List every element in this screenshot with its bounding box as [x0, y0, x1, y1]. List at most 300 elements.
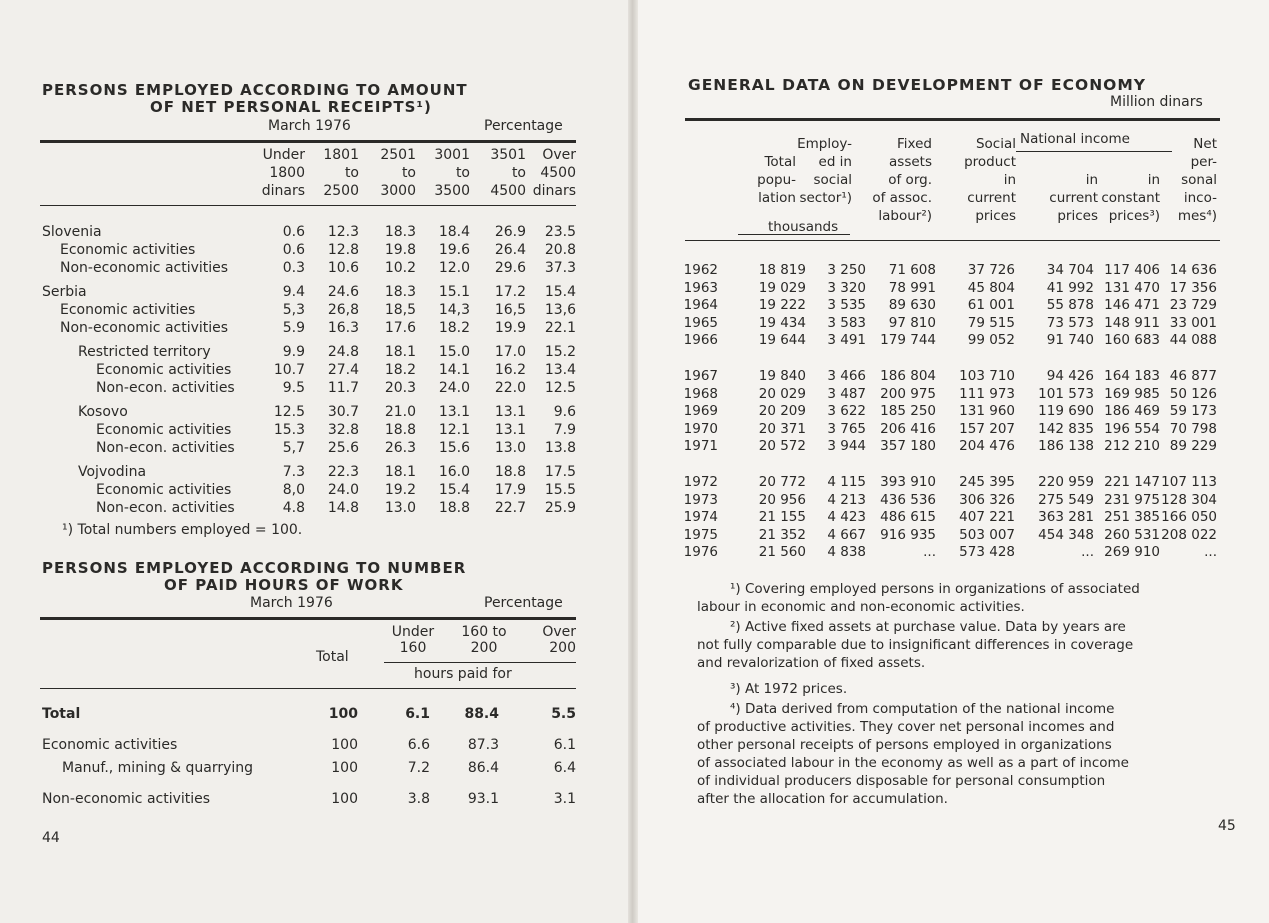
- table1-header-col5-line0: Over: [542, 147, 576, 163]
- data-cell: 221 147: [1104, 474, 1160, 490]
- right-header-net-personal-line2: sonal: [1181, 172, 1217, 188]
- year-label: 1971: [683, 438, 718, 455]
- table2-cell: 6.1: [553, 737, 576, 753]
- footnote-line: of associated labour in the economy as well as a part of income: [697, 755, 1129, 771]
- table1-top-rule: [40, 140, 576, 143]
- right-header-total-population-line1: popu-: [757, 172, 796, 188]
- table1-cell: 7.9: [553, 422, 576, 438]
- table1-cell: 12.8: [327, 242, 359, 258]
- footnote-line: labour in economic and non-economic activities.: [697, 599, 1025, 615]
- table1-cell: 15.4: [544, 284, 576, 300]
- data-cell: 148 911: [1104, 314, 1160, 331]
- data-cell: 231 975: [1104, 491, 1160, 508]
- table1-header-col0-line2: dinars: [261, 183, 305, 199]
- data-cell: 146 471: [1104, 297, 1160, 314]
- data-cell: 573 428: [959, 544, 1015, 561]
- table1-cell: 24.6: [327, 284, 359, 300]
- right-header-social-product-line2: in: [1003, 172, 1016, 188]
- table1-cell: 21.0: [384, 404, 416, 420]
- table1-cell: 17.2: [494, 284, 526, 300]
- table2-col-over: [530, 624, 576, 656]
- table1-unit: Percentage: [484, 118, 563, 134]
- right-header-social-product-line4: prices: [975, 208, 1016, 224]
- data-cell: 208 022: [1161, 526, 1217, 543]
- table2-cell: 3.1: [553, 791, 576, 807]
- table1-cell: 18.8: [438, 500, 470, 516]
- table2-cell: 100: [328, 706, 358, 722]
- data-cell: 44 088: [1169, 332, 1217, 349]
- table1-cell: 4.8: [282, 500, 305, 516]
- right-top-rule: [685, 118, 1220, 121]
- data-cell: 45 804: [967, 279, 1015, 296]
- data-cell: 306 326: [959, 491, 1015, 508]
- data-cell: 916 935: [880, 526, 936, 543]
- table1-cell: 18.1: [384, 344, 416, 360]
- table1-cell: 13.8: [544, 440, 576, 456]
- table2-cell: 87.3: [467, 737, 499, 753]
- table1-row-label: Serbia: [42, 284, 87, 300]
- data-cell: 204 476: [959, 438, 1015, 455]
- table1-cell: 0.3: [282, 260, 305, 276]
- left-page: [0, 0, 632, 923]
- data-cell: 50 126: [1169, 385, 1217, 402]
- footnote-line: after the allocation for accumulation.: [697, 791, 948, 807]
- right-header-ni-current-line2: prices: [1057, 208, 1098, 224]
- table1-header-col2-line2: 3000: [380, 183, 416, 199]
- table1-cell: 27.4: [327, 362, 359, 378]
- right-header-social-product-line1: product: [964, 154, 1016, 170]
- table1-row-label: Non-economic activities: [60, 320, 229, 336]
- data-cell: 157 207: [959, 420, 1015, 437]
- table1-row-label: Restricted territory: [78, 344, 211, 360]
- table1-cell: 18.4: [438, 224, 470, 240]
- table1-header-col3-line2: 3500: [434, 183, 470, 199]
- table1-cell: 14,3: [438, 302, 470, 318]
- data-cell: 4 115: [827, 474, 866, 490]
- data-cell: 3 466: [827, 368, 866, 384]
- right-header-ni-current-line1: current: [1049, 190, 1098, 206]
- table1-cell: 15.4: [438, 482, 470, 498]
- right-page-number: 45: [1218, 818, 1236, 834]
- table1-header-col3-line0: 3001: [434, 147, 470, 163]
- table2-cell: 100: [331, 737, 358, 753]
- table1-cell: 12.0: [438, 260, 470, 276]
- right-header-ni-constant-line0: in: [1147, 172, 1160, 188]
- year-label: 1965: [683, 314, 718, 331]
- table1-cell: 13.1: [494, 404, 526, 420]
- data-cell: 21 155: [758, 509, 806, 526]
- data-cell: 454 348: [1038, 526, 1094, 543]
- table1-header-col1-line1: to: [344, 165, 359, 181]
- table1-cell: 26.4: [494, 242, 526, 258]
- table1-cell: 18,5: [384, 302, 416, 318]
- data-cell: 14 636: [1169, 262, 1217, 278]
- table1-cell: 16.3: [327, 320, 359, 336]
- table2-header-rule: [40, 688, 576, 689]
- data-cell: 251 385: [1104, 509, 1160, 526]
- table1-cell: 16,5: [494, 302, 526, 318]
- data-cell: 212 210: [1104, 438, 1160, 455]
- table2-col-160: [444, 624, 524, 656]
- book-gutter: [628, 0, 638, 923]
- data-cell: 41 992: [1046, 279, 1094, 296]
- data-cell: 73 573: [1046, 314, 1094, 331]
- table2-row-label: Manuf., mining & quarrying: [62, 760, 254, 776]
- right-header-ni-constant-line1: constant: [1101, 190, 1160, 206]
- data-cell: 119 690: [1038, 403, 1094, 420]
- table1-header-col4-line1: to: [511, 165, 526, 181]
- footnote-line: ⁴) Data derived from computation of the national income: [730, 701, 1115, 717]
- data-cell: 186 804: [880, 368, 936, 384]
- right-header-fixed-assets-line1: assets: [889, 154, 932, 170]
- data-cell: 4 667: [827, 526, 866, 543]
- table1-cell: 19.9: [494, 320, 526, 336]
- right-header-rule: [685, 240, 1220, 241]
- data-cell: 131 470: [1104, 279, 1160, 296]
- data-cell: 19 840: [758, 368, 806, 384]
- table1-cell: 10.7: [273, 362, 305, 378]
- right-header-social-product-line0: Social: [975, 136, 1016, 152]
- right-header-employed-line0: Employ-: [797, 136, 852, 152]
- data-cell: 89 229: [1169, 438, 1217, 455]
- table1-cell: 18.8: [384, 422, 416, 438]
- data-cell: 436 536: [880, 491, 936, 508]
- year-label: 1964: [683, 297, 718, 314]
- data-cell: 79 515: [967, 314, 1015, 331]
- table1-date: March 1976: [268, 118, 351, 134]
- year-label: 1975: [683, 526, 718, 543]
- data-cell: 245 395: [959, 474, 1015, 490]
- table1-cell: 9.9: [282, 344, 305, 360]
- right-header-fixed-assets-line2: of org.: [888, 172, 932, 188]
- table1-cell: 26,8: [327, 302, 359, 318]
- table1-cell: 18.8: [494, 464, 526, 480]
- table1-cell: 13.1: [494, 422, 526, 438]
- table2-cell: 6.6: [407, 737, 430, 753]
- data-cell: 160 683: [1104, 332, 1160, 349]
- data-cell: 407 221: [959, 509, 1015, 526]
- table2-hours-rule: [384, 662, 576, 663]
- table2-cell: 6.4: [553, 760, 576, 776]
- table1-header-col3-line1: to: [455, 165, 470, 181]
- footnote-line: ³) At 1972 prices.: [730, 681, 848, 697]
- data-cell: 20 956: [758, 491, 806, 508]
- data-cell: 91 740: [1046, 332, 1094, 349]
- data-cell: 179 744: [880, 332, 936, 349]
- table2-cell: 5.5: [551, 706, 576, 722]
- table1-row-label: Non-econ. activities: [96, 500, 235, 516]
- table1-cell: 20.3: [384, 380, 416, 396]
- table1-cell: 18.2: [384, 362, 416, 378]
- data-cell: 164 183: [1104, 368, 1160, 384]
- data-cell: 363 281: [1038, 509, 1094, 526]
- table1-cell: 12.3: [327, 224, 359, 240]
- table1-cell: 24.8: [327, 344, 359, 360]
- table1-cell: 22.3: [327, 464, 359, 480]
- table1-title-line1: PERSONS EMPLOYED ACCORDING TO AMOUNT: [42, 81, 468, 99]
- table1-cell: 17.6: [384, 320, 416, 336]
- table1-header-rule: [40, 205, 576, 206]
- table1-row-label: Slovenia: [42, 224, 102, 240]
- footnote-line: of productive activities. They cover net personal incomes and: [697, 719, 1115, 735]
- data-cell: 71 608: [888, 262, 936, 278]
- table2-col-over-l1: Over: [542, 624, 576, 640]
- table1-header-col2-line1: to: [401, 165, 416, 181]
- table1-cell: 17.9: [494, 482, 526, 498]
- data-cell: 131 960: [959, 403, 1015, 420]
- table2-row-label: Total: [42, 706, 81, 722]
- data-cell: 99 052: [967, 332, 1015, 349]
- data-cell: 34 704: [1046, 262, 1094, 278]
- table1-cell: 22.7: [494, 500, 526, 516]
- table2-col-160-l1: 160 to: [461, 624, 507, 640]
- data-cell: 59 173: [1169, 403, 1217, 420]
- year-label: 1974: [683, 509, 718, 526]
- table2-row-label: Economic activities: [42, 737, 178, 753]
- table1-row-label: Non-econ. activities: [96, 440, 235, 456]
- table1-cell: 9.6: [553, 404, 576, 420]
- right-title: GENERAL DATA ON DEVELOPMENT OF ECONOMY: [688, 76, 1146, 94]
- table2-title-line2: OF PAID HOURS OF WORK: [164, 576, 404, 594]
- data-cell: 3 320: [827, 279, 866, 296]
- year-label: 1969: [683, 403, 718, 420]
- table1-cell: 29.6: [494, 260, 526, 276]
- table2-hours-label: hours paid for: [414, 666, 512, 682]
- data-cell: 4 213: [827, 491, 866, 508]
- table1-header-col0-line1: 1800: [269, 165, 305, 181]
- data-cell: 19 434: [758, 314, 806, 331]
- table1-cell: 19.6: [438, 242, 470, 258]
- data-cell: 61 001: [967, 297, 1015, 314]
- table2-unit: Percentage: [484, 595, 563, 611]
- year-label: 1963: [683, 279, 718, 296]
- table2-col-over-l2: 200: [549, 640, 576, 656]
- table1-cell: 12.5: [544, 380, 576, 396]
- table1-cell: 13.0: [494, 440, 526, 456]
- right-header-employed-line3: sector¹): [799, 190, 852, 206]
- data-cell: 33 001: [1169, 314, 1217, 331]
- table1-cell: 15.3: [273, 422, 305, 438]
- table1-cell: 12.5: [273, 404, 305, 420]
- data-cell: 503 007: [959, 526, 1015, 543]
- data-cell: 20 772: [758, 474, 806, 490]
- data-cell: 3 487: [827, 385, 866, 402]
- thousands-label: thousands: [768, 219, 839, 235]
- table1-cell: 17.5: [544, 464, 576, 480]
- table1-cell: 0.6: [282, 224, 305, 240]
- year-label: 1973: [683, 491, 718, 508]
- data-cell: 20 572: [758, 438, 806, 455]
- table1-header-col2-line0: 2501: [380, 147, 416, 163]
- table1-row-label: Economic activities: [96, 482, 232, 498]
- right-header-total-population-line2: lation: [758, 190, 796, 206]
- table1-cell: 16.0: [438, 464, 470, 480]
- table1-cell: 20.8: [544, 242, 576, 258]
- table2-col-160-l2: 200: [470, 640, 498, 656]
- table1-row-label: Economic activities: [60, 302, 196, 318]
- table2-col-under-l1: Under: [391, 624, 435, 640]
- national-income-rule: [1016, 151, 1172, 152]
- right-header-net-personal-line3: inco-: [1183, 190, 1217, 206]
- data-cell: 94 426: [1046, 368, 1094, 384]
- data-cell: 20 209: [758, 403, 806, 420]
- data-cell: 169 985: [1104, 385, 1160, 402]
- data-cell: 220 959: [1038, 474, 1094, 490]
- table1-cell: 19.8: [384, 242, 416, 258]
- table1-cell: 17.0: [494, 344, 526, 360]
- data-cell: 186 138: [1038, 438, 1094, 455]
- data-cell: 185 250: [880, 403, 936, 420]
- data-cell: 128 304: [1161, 491, 1217, 508]
- data-cell: 70 798: [1169, 420, 1217, 437]
- table2-cell: 88.4: [464, 706, 499, 722]
- table1-header-col5-line2: dinars: [532, 183, 576, 199]
- table1-row-label: Vojvodina: [78, 464, 147, 480]
- table1-header-col5-line1: 4500: [540, 165, 576, 181]
- table1-cell: 15.2: [544, 344, 576, 360]
- table1-row-label: Kosovo: [78, 404, 128, 420]
- data-cell: 196 554: [1104, 420, 1160, 437]
- data-cell: 3 250: [827, 262, 866, 278]
- footnote-line: ¹) Covering employed persons in organizations of associated: [730, 581, 1140, 597]
- data-cell: 111 973: [959, 385, 1015, 402]
- table1-cell: 16.2: [494, 362, 526, 378]
- table1-cell: 10.2: [384, 260, 416, 276]
- data-cell: 89 630: [888, 297, 936, 314]
- right-header-employed-line1: ed in: [818, 154, 852, 170]
- data-cell: 97 810: [888, 314, 936, 331]
- table1-cell: 14.8: [327, 500, 359, 516]
- data-cell: 37 726: [967, 262, 1015, 278]
- right-unit: Million dinars: [1110, 94, 1203, 110]
- table2-row-label: Non-economic activities: [42, 791, 211, 807]
- data-cell: 21 352: [758, 526, 806, 543]
- data-cell: 19 222: [758, 297, 806, 314]
- right-header-fixed-assets-line4: labour²): [878, 208, 932, 224]
- table1-cell: 5.9: [282, 320, 305, 336]
- table1-cell: 22.0: [494, 380, 526, 396]
- data-cell: 4 423: [827, 509, 866, 526]
- table1-cell: 37.3: [544, 260, 576, 276]
- year-label: 1968: [683, 385, 718, 402]
- data-cell: 4 838: [827, 544, 866, 561]
- year-label: 1967: [683, 368, 718, 384]
- table1-cell: 22.1: [544, 320, 576, 336]
- data-cell: ...: [1204, 544, 1217, 561]
- table1-cell: 30.7: [327, 404, 359, 420]
- table2-date: March 1976: [250, 595, 333, 611]
- data-cell: 3 491: [827, 332, 866, 349]
- right-header-fixed-assets-line0: Fixed: [897, 136, 932, 152]
- table1-row-label: Non-economic activities: [60, 260, 229, 276]
- table1-header-col4-line2: 4500: [490, 183, 526, 199]
- data-cell: 46 877: [1169, 368, 1217, 384]
- table1-cell: 14.1: [438, 362, 470, 378]
- year-label: 1966: [683, 332, 718, 349]
- table1-cell: 18.2: [438, 320, 470, 336]
- data-cell: 21 560: [758, 544, 806, 561]
- table1-cell: 32.8: [327, 422, 359, 438]
- data-cell: 3 535: [827, 297, 866, 314]
- data-cell: 142 835: [1038, 420, 1094, 437]
- table1-header-col1-line0: 1801: [323, 147, 359, 163]
- data-cell: 206 416: [880, 420, 936, 437]
- table2-cell: 86.4: [467, 760, 499, 776]
- data-cell: 3 944: [827, 438, 866, 455]
- table1-header-col0-line0: Under: [262, 147, 305, 163]
- data-cell: 20 029: [758, 385, 806, 402]
- data-cell: 3 622: [827, 403, 866, 420]
- data-cell: ...: [1081, 544, 1094, 561]
- year-label: 1970: [683, 420, 718, 437]
- data-cell: 260 531: [1104, 526, 1160, 543]
- table2-title-line1: PERSONS EMPLOYED ACCORDING TO NUMBER: [42, 559, 467, 577]
- table1-cell: 8,0: [282, 482, 305, 498]
- year-label: 1962: [683, 262, 718, 278]
- right-header-employed-line2: social: [813, 172, 852, 188]
- table2-cell: 6.1: [405, 706, 430, 722]
- table1-cell: 9.4: [282, 284, 305, 300]
- table1-cell: 13.1: [438, 404, 470, 420]
- table1-row-label: Economic activities: [96, 362, 232, 378]
- table2-cell: 100: [331, 791, 358, 807]
- right-header-fixed-assets-line3: of assoc.: [872, 190, 932, 206]
- table2-cell: 100: [331, 760, 358, 776]
- table1-cell: 23.5: [544, 224, 576, 240]
- data-cell: 357 180: [880, 438, 936, 455]
- table2-cell: 7.2: [407, 760, 430, 776]
- table2-col-under: [378, 624, 448, 656]
- table1-cell: 26.9: [494, 224, 526, 240]
- data-cell: 3 765: [827, 420, 866, 437]
- data-cell: 18 819: [758, 262, 806, 278]
- table1-cell: 18.3: [384, 224, 416, 240]
- table1-cell: 12.1: [438, 422, 470, 438]
- table1-cell: 25.6: [327, 440, 359, 456]
- table1-row-label: Non-econ. activities: [96, 380, 235, 396]
- table1-cell: 15.0: [438, 344, 470, 360]
- data-cell: 19 644: [758, 332, 806, 349]
- data-cell: 186 469: [1104, 403, 1160, 420]
- table1-cell: 25.9: [544, 500, 576, 516]
- right-header-total-population-line0: Total: [764, 154, 796, 170]
- data-cell: 101 573: [1038, 385, 1094, 402]
- table1-cell: 10.6: [327, 260, 359, 276]
- table2-cell: 3.8: [407, 791, 430, 807]
- data-cell: 20 371: [758, 420, 806, 437]
- data-cell: 486 615: [880, 509, 936, 526]
- left-page-number: 44: [42, 830, 60, 846]
- table1-cell: 13.0: [384, 500, 416, 516]
- table2-top-rule: [40, 617, 576, 620]
- data-cell: 393 910: [880, 474, 936, 490]
- data-cell: 166 050: [1161, 509, 1217, 526]
- table1-header-col1-line2: 2500: [323, 183, 359, 199]
- table1-row-label: Economic activities: [96, 422, 232, 438]
- data-cell: 103 710: [959, 368, 1015, 384]
- data-cell: 200 975: [880, 385, 936, 402]
- table1-cell: 18.1: [384, 464, 416, 480]
- data-cell: ...: [923, 544, 936, 561]
- table1-cell: 5,3: [282, 302, 305, 318]
- table1-row-label: Economic activities: [60, 242, 196, 258]
- table1-cell: 13.4: [544, 362, 576, 378]
- data-cell: 78 991: [888, 279, 936, 296]
- data-cell: 19 029: [758, 279, 806, 296]
- table1-cell: 0.6: [282, 242, 305, 258]
- table1-cell: 15.1: [438, 284, 470, 300]
- data-cell: 269 910: [1104, 544, 1160, 561]
